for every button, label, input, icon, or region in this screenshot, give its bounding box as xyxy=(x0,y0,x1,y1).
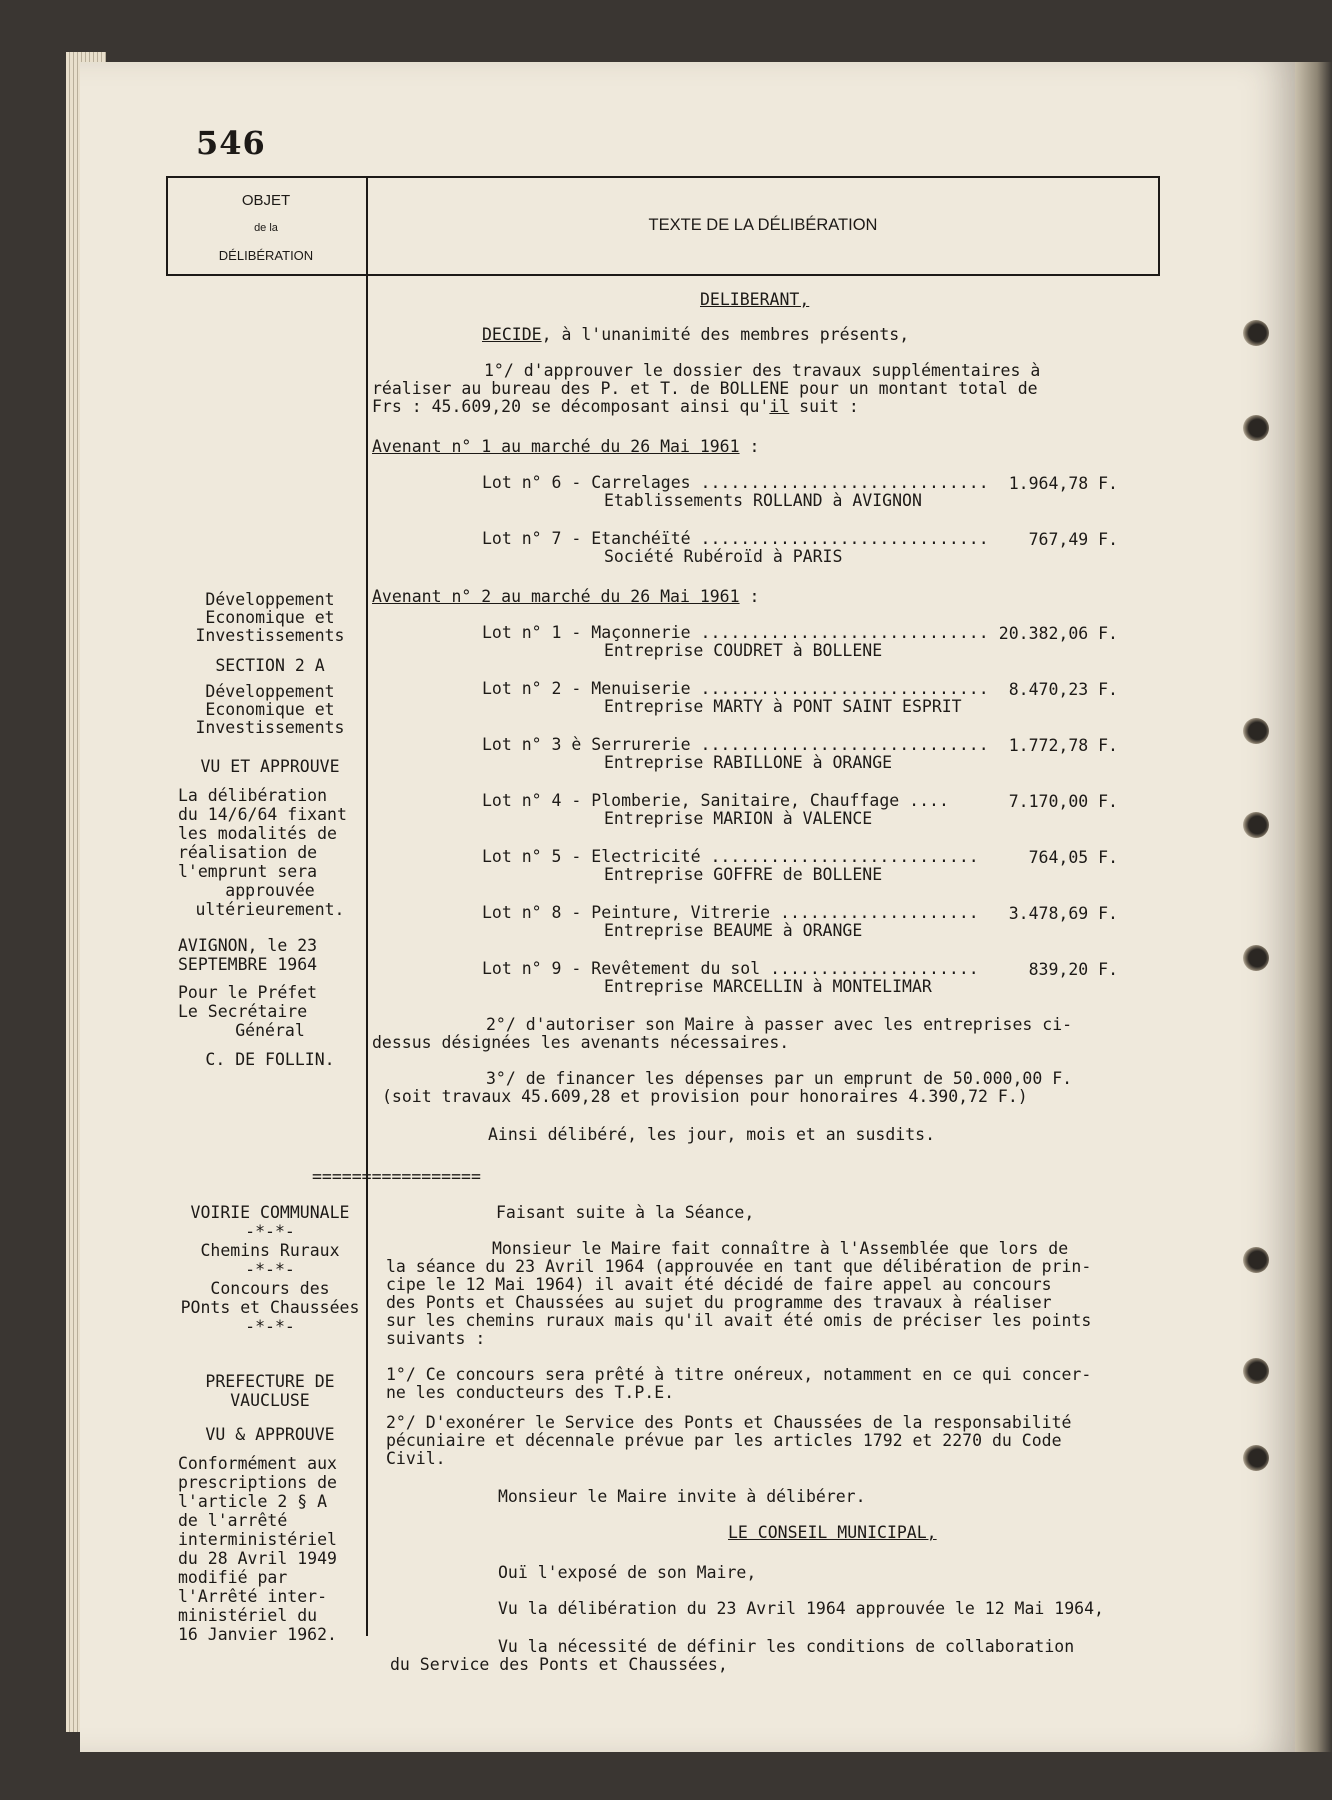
margin-text: Economique et xyxy=(205,700,335,719)
body-line: dessus désignées les avenants nécessaires. xyxy=(372,1033,790,1052)
body-line: Faisant suite à la Séance, xyxy=(496,1203,755,1222)
avenant-1-heading xyxy=(372,438,759,457)
body-line: la séance du 23 Avril 1964 (approuvée en tant que délibération de prin- xyxy=(386,1257,1092,1276)
binder-hole xyxy=(1243,1358,1269,1384)
lot-amount: 1.964,78 F. xyxy=(1008,474,1118,493)
body-line: (soit travaux 45.609,28 et provision pour honoraires 4.390,72 F.) xyxy=(382,1087,1028,1106)
avenant-2-heading xyxy=(372,588,759,607)
margin-text: Développement xyxy=(205,682,335,701)
header-rule-right xyxy=(368,274,1158,276)
body-text: suit : xyxy=(789,397,859,416)
header-deliberation: DÉLIBÉRATION xyxy=(218,248,314,263)
lot-amount: 764,05 F. xyxy=(1028,848,1118,867)
closing-line: Ainsi délibéré, les jour, mois et an susdits. xyxy=(488,1125,936,1144)
lot-amount: 8.470,23 F. xyxy=(1008,680,1118,699)
lot-line: Lot n° 5 - Electricité ........................... xyxy=(482,847,979,866)
margin-text: SECTION 2 A xyxy=(215,656,325,675)
body-line: 2°/ D'exonérer le Service des Ponts et Chaussées de la responsabilité xyxy=(386,1413,1072,1432)
header-objet: OBJET xyxy=(241,192,291,209)
margin-text: les modalités de xyxy=(178,824,337,843)
conseil-heading: LE CONSEIL MUNICIPAL, xyxy=(728,1523,937,1542)
header-texte: TEXTE DE LA DÉLIBÉRATION xyxy=(648,216,878,234)
lot-company: Entreprise RABILLONE à ORANGE xyxy=(604,753,893,772)
body-line: Vu la nécessité de définir les conditions de collaboration xyxy=(498,1637,1075,1656)
body-line xyxy=(372,398,859,417)
page-number: 546 xyxy=(196,124,266,162)
deliberant-heading: DELIBERANT, xyxy=(700,290,810,309)
lot-company: Entreprise MARTY à PONT SAINT ESPRIT xyxy=(604,697,962,716)
margin-text: Développement xyxy=(205,590,335,609)
body-line: Monsieur le Maire fait connaître à l'Assemblée que lors de xyxy=(492,1239,1069,1258)
lot-amount: 20.382,06 F. xyxy=(998,624,1118,643)
table-top-rule xyxy=(166,176,1158,178)
lot-company: Entreprise COUDRET à BOLLENE xyxy=(604,641,883,660)
body-line: Civil. xyxy=(386,1449,446,1468)
margin-signature: C. DE FOLLIN. xyxy=(205,1050,335,1069)
lot-line: Lot n° 7 - Etanchéïté ............................. xyxy=(482,529,989,548)
margin-text: VOIRIE COMMUNALE xyxy=(190,1203,350,1222)
binder-hole xyxy=(1243,320,1269,346)
margin-text: modifié par xyxy=(178,1568,288,1587)
body-line: Monsieur le Maire invite à délibérer. xyxy=(498,1487,866,1506)
decide-line xyxy=(482,326,909,345)
body-line: réaliser au bureau des P. et T. de BOLLENE pour un montant total de xyxy=(372,379,1038,398)
body-line: 1°/ d'approuver le dossier des travaux supplémentaires à xyxy=(484,361,1041,380)
margin-text: approuvée xyxy=(225,881,315,900)
margin-text: Investissements xyxy=(195,626,345,645)
body-line: cipe le 12 Mai 1964) il avait été décidé de faire appel au concours xyxy=(386,1275,1052,1294)
margin-text: ultérieurement. xyxy=(195,900,345,919)
margin-text: l'emprunt sera xyxy=(178,862,318,881)
lot-amount: 3.478,69 F. xyxy=(1008,904,1118,923)
margin-text: POnts et Chaussées xyxy=(180,1298,360,1317)
lot-line: Lot n° 6 - Carrelages ............................. xyxy=(482,473,989,492)
avenant-title: Avenant n° 1 au marché du 26 Mai 1961 xyxy=(372,437,740,456)
binder-hole xyxy=(1243,718,1269,744)
body-text: il xyxy=(769,397,790,416)
margin-separator: -*-*- xyxy=(245,1260,295,1279)
margin-text: VAUCLUSE xyxy=(230,1391,310,1410)
header-de-la: de la xyxy=(254,222,278,234)
body-line: 2°/ d'autoriser son Maire à passer avec les entreprises ci- xyxy=(486,1015,1073,1034)
margin-text: l'Arrêté inter- xyxy=(178,1587,328,1606)
body-line: ne les conducteurs des T.P.E. xyxy=(386,1383,675,1402)
binder-hole xyxy=(1243,415,1269,441)
lot-amount: 7.170,00 F. xyxy=(1008,792,1118,811)
margin-text: l'article 2 § A xyxy=(178,1492,328,1511)
margin-text: Chemins Ruraux xyxy=(200,1241,340,1260)
margin-text: interministériel xyxy=(178,1530,337,1549)
table-right-rule xyxy=(1158,176,1160,276)
body-line: des Ponts et Chaussées au sujet du programme des travaux à réaliser xyxy=(386,1293,1052,1312)
binder-hole xyxy=(1243,945,1269,971)
decide-word: DECIDE xyxy=(482,325,542,344)
lot-company: Entreprise MARCELLIN à MONTELIMAR xyxy=(604,977,932,996)
margin-text: Le Secrétaire xyxy=(178,1002,308,1021)
body-line: 1°/ Ce concours sera prêté à titre onéreux, notamment en ce qui concer- xyxy=(386,1365,1092,1384)
margin-text: prescriptions de xyxy=(178,1473,337,1492)
margin-text: Investissements xyxy=(195,718,345,737)
margin-separator: -*-*- xyxy=(245,1222,295,1241)
margin-text: Pour le Préfet xyxy=(178,983,318,1002)
lot-line: Lot n° 1 - Maçonnerie ............................. xyxy=(482,623,989,642)
lot-line: Lot n° 3 è Serrurerie ............................. xyxy=(482,735,989,754)
lot-line: Lot n° 8 - Peinture, Vitrerie .................... xyxy=(482,903,979,922)
binding-spine xyxy=(1295,62,1332,1752)
margin-text: SEPTEMBRE 1964 xyxy=(178,955,318,974)
body-text: Frs : 45.609,20 se décomposant ainsi qu' xyxy=(372,397,770,416)
margin-text: du 28 Avril 1949 xyxy=(178,1549,337,1568)
deliberation-table xyxy=(166,176,1160,1674)
body-line: Ouï l'exposé de son Maire, xyxy=(498,1563,757,1582)
margin-text: PREFECTURE DE xyxy=(205,1372,335,1391)
lot-company: Entreprise BEAUME à ORANGE xyxy=(604,921,863,940)
margin-text: Economique et xyxy=(205,608,335,627)
binder-hole xyxy=(1243,812,1269,838)
avenant-colon: : xyxy=(739,437,760,456)
margin-text: Concours des xyxy=(210,1279,330,1298)
body-line: 3°/ de financer les dépenses par un emprunt de 50.000,00 F. xyxy=(486,1069,1073,1088)
lot-company: Etablissements ROLLAND à AVIGNON xyxy=(604,491,922,510)
lot-company: Entreprise MARION à VALENCE xyxy=(604,809,873,828)
lot-line: Lot n° 4 - Plomberie, Sanitaire, Chauffage .... xyxy=(482,791,949,810)
margin-text: VU & APPROUVE xyxy=(205,1425,335,1444)
lot-line: Lot n° 9 - Revêtement du sol ..................... xyxy=(482,959,979,978)
lot-amount: 839,20 F. xyxy=(1028,960,1118,979)
binder-hole xyxy=(1243,1247,1269,1273)
lot-company: Entreprise GOFFRE de BOLLENE xyxy=(604,865,883,884)
binder-hole xyxy=(1243,1445,1269,1471)
lot-line: Lot n° 2 - Menuiserie ............................. xyxy=(482,679,989,698)
margin-text: AVIGNON, le 23 xyxy=(178,936,318,955)
header-rule-left xyxy=(166,274,366,276)
margin-text: réalisation de xyxy=(178,843,318,862)
margin-text: Général xyxy=(235,1021,305,1040)
margin-text: du 14/6/64 fixant xyxy=(178,805,347,824)
section-separator: ================= xyxy=(312,1167,481,1186)
avenant-title: Avenant n° 2 au marché du 26 Mai 1961 xyxy=(372,587,740,606)
lot-amount: 1.772,78 F. xyxy=(1008,736,1118,755)
margin-text: 16 Janvier 1962. xyxy=(178,1625,337,1644)
margin-text: de l'arrêté xyxy=(178,1511,288,1530)
margin-separator: -*-*- xyxy=(245,1317,295,1336)
avenant-colon: : xyxy=(739,587,760,606)
body-line: pécuniaire et décennale prévue par les articles 1792 et 2270 du Code xyxy=(386,1431,1062,1450)
body-line: sur les chemins ruraux mais qu'il avait été omis de préciser les points xyxy=(386,1311,1092,1330)
lot-amount: 767,49 F. xyxy=(1028,530,1118,549)
margin-text: ministériel du xyxy=(178,1606,318,1625)
margin-text: VU ET APPROUVE xyxy=(200,757,340,776)
margin-text: La délibération xyxy=(178,786,328,805)
margin-text: Conformément aux xyxy=(178,1454,337,1473)
body-line: du Service des Ponts et Chaussées, xyxy=(390,1655,728,1674)
body-line: Vu la délibération du 23 Avril 1964 approuvée le 12 Mai 1964, xyxy=(498,1599,1104,1618)
decide-rest: , à l'unanimité des membres présents, xyxy=(541,325,910,344)
lot-company: Société Rubéroïd à PARIS xyxy=(604,547,843,566)
body-line: suivants : xyxy=(386,1329,486,1348)
